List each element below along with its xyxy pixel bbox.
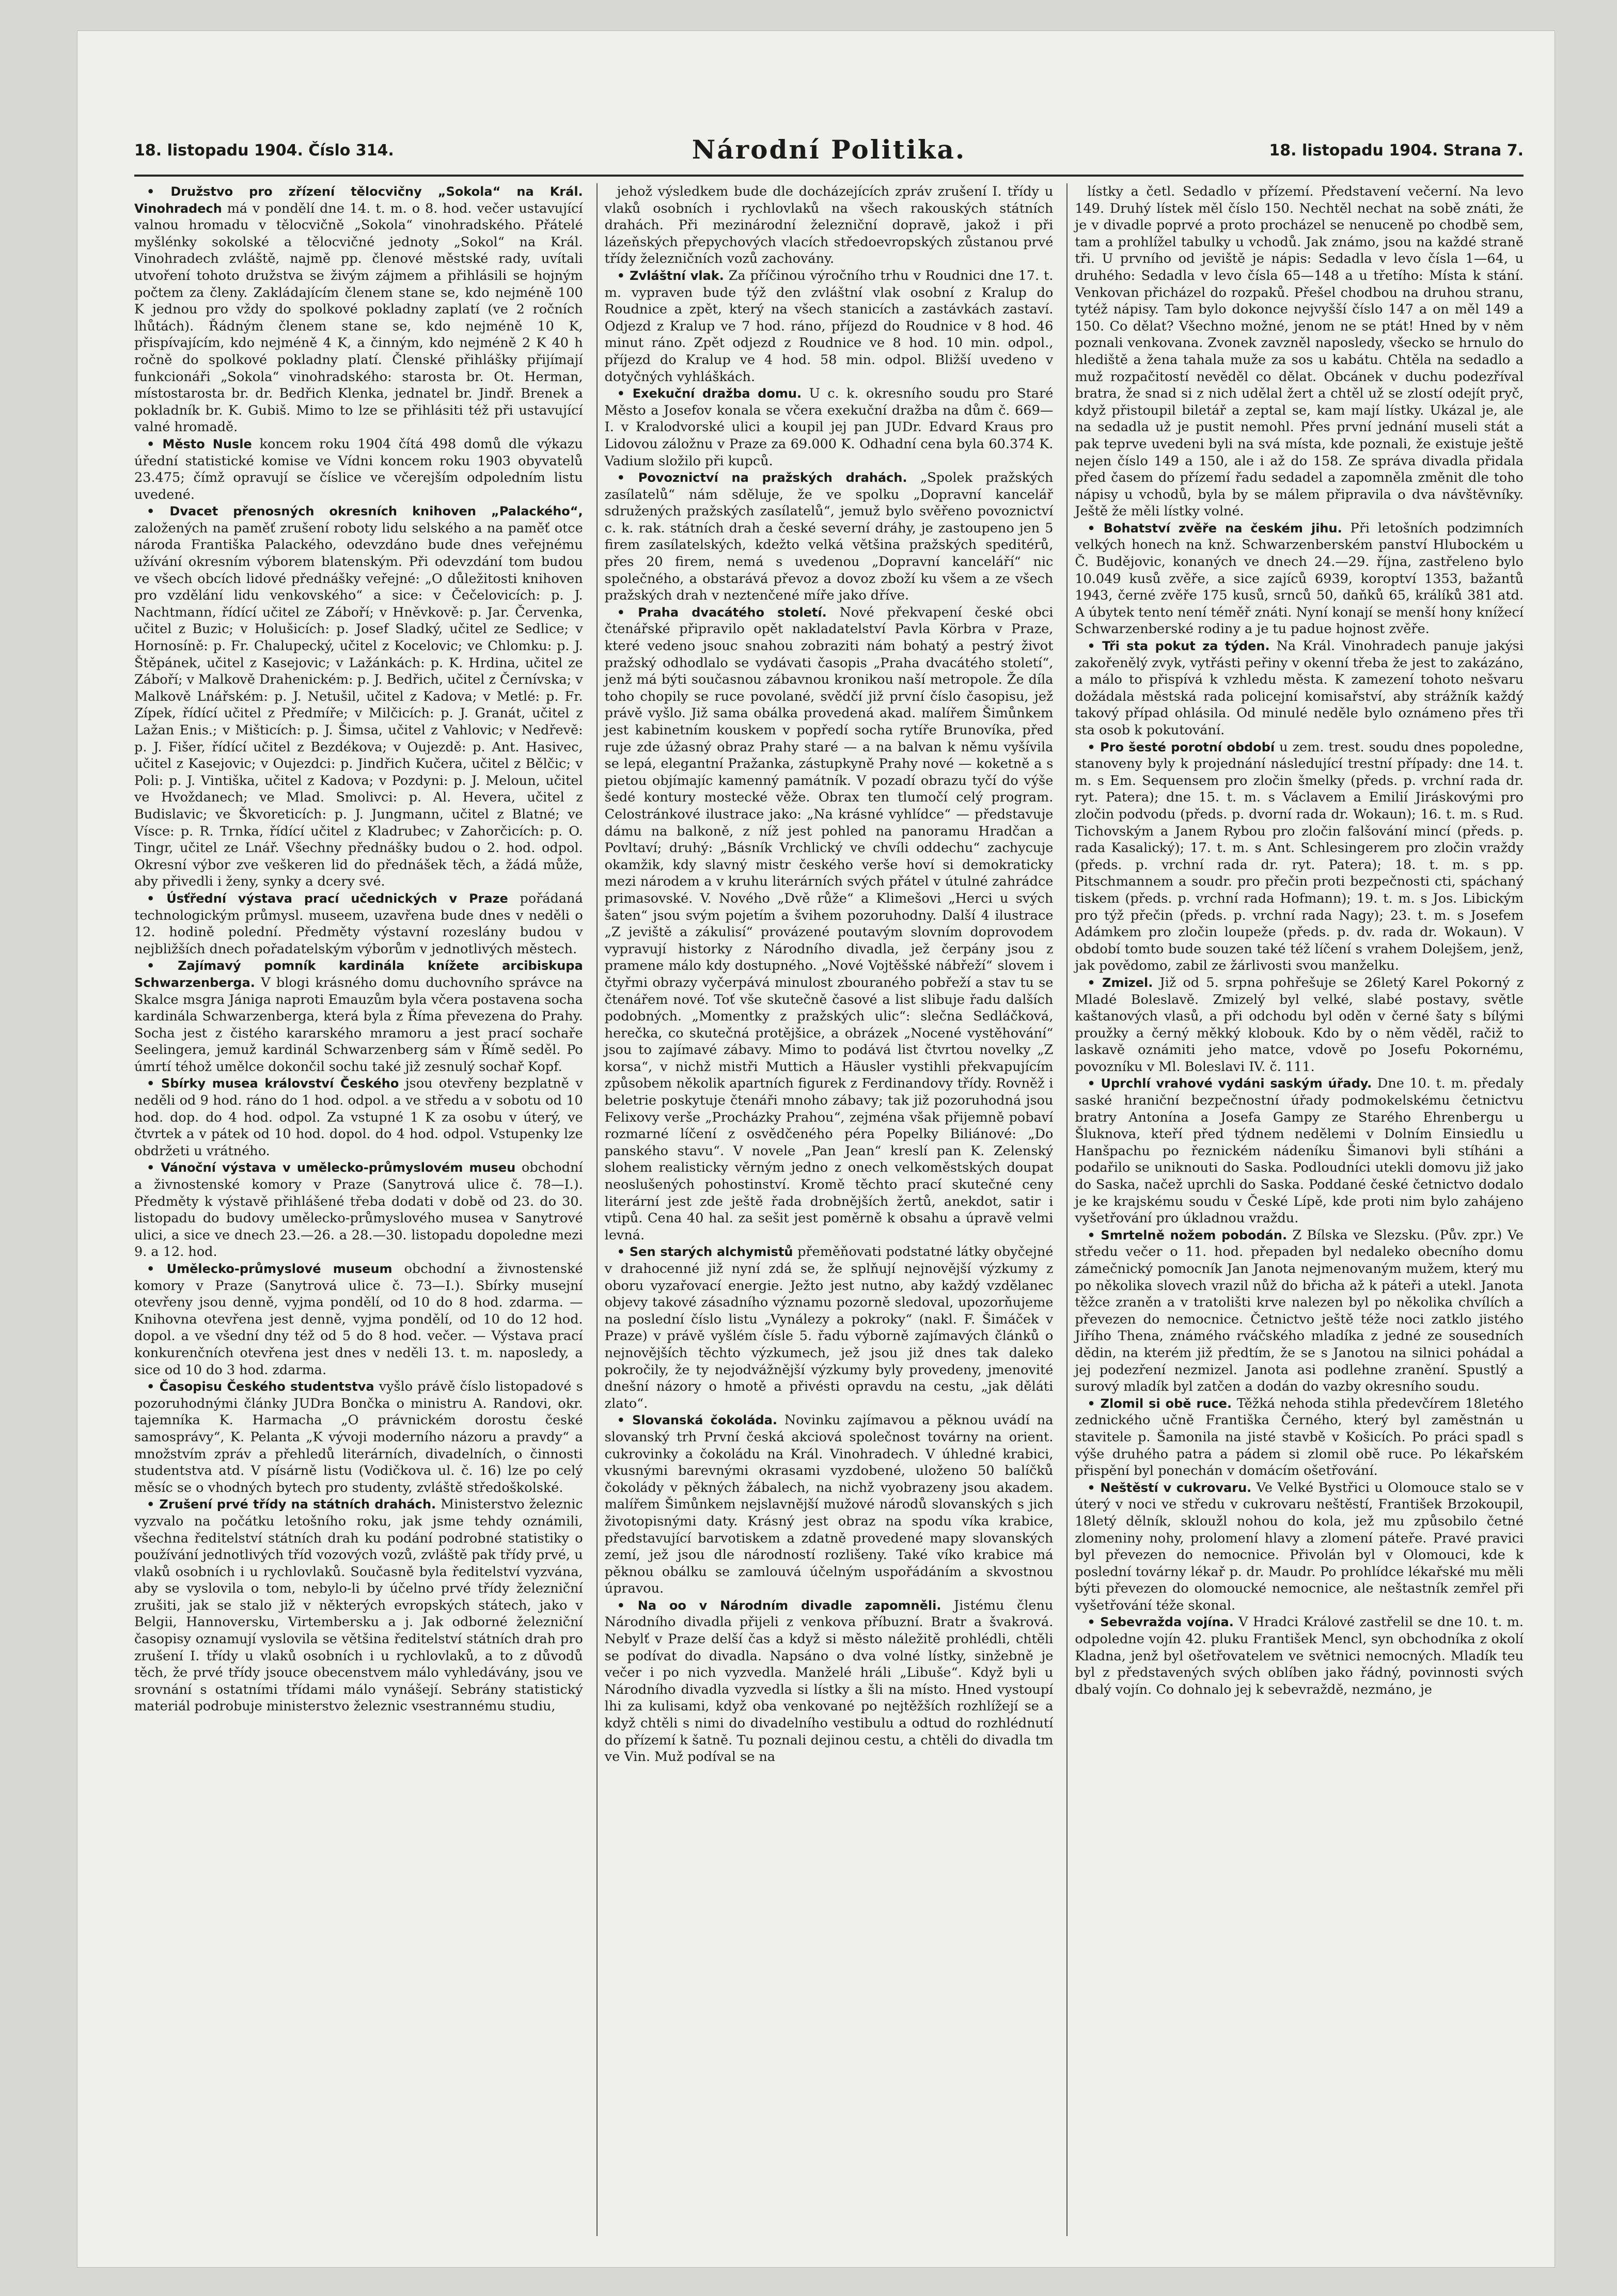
article-text: V blogi krásného domu duchovního správce na Skalce msgra Jániga naproti Emauzům byla včera postavena socha kardinála Schwarzenberga, která byla z Říma převezena do Prahy. Socha jest z čistého kararského mramoru a jest prací sochaře Seelingera, jemuž kardinál Schwarzenberg sám v Římě seděl. Po úmrtí téhož umělce dokončil sochu také již zesnulý sochař Kopf. bbox=[134, 974, 583, 1075]
article-paragraph bbox=[134, 957, 583, 1075]
article-headline: • Zajímavý pomník kardinála knížete arcibiskupa Schwarzenberga. bbox=[134, 958, 583, 990]
article-paragraph bbox=[1075, 974, 1524, 1076]
article-paragraph bbox=[1075, 1395, 1524, 1480]
article-headline: • Sebevražda vojína. bbox=[1087, 1615, 1234, 1630]
article-headline: • Exekuční dražba domu. bbox=[617, 386, 802, 401]
article-text: Jistému členu Národního divadla přijeli z venkova příbuzní. Bratr a švakrová. Nebylť v Praze delší čas a když si město náležitě prohlédli, chtěli se podívat do divadla. Napsáno o dva volné lístky, sinžebně je večer i po nich vyzvedla. Manželé hráli „Libuše“. Když byli u Národního divadla vyzvedla si lístky a šli na místo. Hned vystoupí lhi za kulisami, když oba venkované po nejtěžších rozhlížejí se a když chtěli s nimi do divadelního vestibulu a odtud do rozhlédnutí do přízemí k šatně. Tu poznali dejinou cestu, a chtěli do divadla tm ve Vin. Muž podíval se na bbox=[604, 1597, 1054, 1765]
article-text: Nové překvapení české obci čtenářské připravilo opět nakladatelství Pavla Körbra v Praze, které vedeno jsouc snahou zobraziti nám bohatý a pestrý život pražský odhodlalo se vydávati časopis „Praha dvacátého století“, jenž má býti současnou zábavnou kronikou naší metropole. Že díla toho chopily se ruce povolané, svědčí již první číslo časopisu, jež právě vyšlo. Již sama obálka provedená akad. malířem Šimůnkem jest kabinetním kouskem v popředí socha rytíře Brunovíka, před ruje zde úžasný obraz Prahy staré — a na balvan k němu vyšívila se lepá, elegantní Pražanka, zástupkyně Prahy nové — koketně a s pietou objímajíc kamenný památník. V pozadí obrazu tyčí do výše šedé kontury mostecké věže. Obrax ten tlumočí celý program. Celostránkové ilustrace jako: „Na krásné vyhlídce“ — představuje dámu na balkoně, z níž jest pohled na panoramu Hradčan a Povltaví; druhý: „Básník Vrchlický ve chvíli oddechu“ zachycuje okamžik, kdy slavný mistr českého verše hoví si demokraticky mezi národem a v kruhu literárních svých přátel v útulné zahrádce primasovské. V. Nového „Dvě růže“ a Klimešovi „Herci u svých šaten“ jsou svým pojetím a švihem pozoruhodny. Další 4 ilustrace „Z jeviště a zákulisí“ provázené poutavým slovním doprovodem vypravují historky z Národního divadla, jež čerpány jsou z pramene málo kdy dostupného. „Nové Vojtěšské nábřeží“ slovem i čtyřmi obrazy vyčerpává minulost zbouraného pobřeží a stav tu se čtenářem nové. Toť vše skutečně časové a list slibuje řadu dalších podobných. „Momentky z pražských ulic“: slečna Sedláčková, herečka, co skutečná protějšice, a obrázek „Nocené vystěhování“ jsou to zajímavé zábavy. Mimo to podává list čtvrtou novelky „Z korsa“, v nichž mistři Muttich a Häusler vystihli překvapujícím způsobem několik apartních figurek z Ferdinandovy třídy. Rovněž i beletrie poskytuje čtenáři mnoho zábavy; tak již pozoruhodná jsou Felixovy verše „Procházky Prahou“, zejména však přijemně pobaví rozmarné líčení z osvědčeného péra Popelky Biliánové: „Do panského stavu“. V novele „Pan Jean“ kreslí pan K. Zelenský slohem realisticky věrným jedno z onech velkoměstských doupat neoslušených pohostinství. Kromě těchto prací skutečné ceny literární jest zde ještě řada drobnějších žertů, anekdot, satir i vtipů. Cena 40 hal. za sešit jest poměrně k obsahu a úpravě velmi levná. bbox=[604, 604, 1054, 1243]
article-headline: • Praha dvacátého století. bbox=[617, 605, 827, 620]
article-text: pořádaná technologickým průmysl. museem, uzavřena bude dnes v neděli o 12. hodině polední. Předměty výstavní rozeslány budou v nejbližších dnech pořadatelským výborům v jednotlivých městech. bbox=[134, 890, 583, 957]
newspaper-page bbox=[77, 31, 1555, 2267]
article-text: koncem roku 1904 čítá 498 domů dle výkazu úřední statistické komise ve Vídni koncem roku 1903 obyvatelů 23.475; čímž opravují se číslice ve včerejším odpoledním listu uvedené. bbox=[134, 436, 583, 502]
article-headline: • Povoznictví na pražských drahách. bbox=[617, 470, 907, 485]
article-text: u zem. trest. soudu dnes popoledne, stanoveny byly k projednání následující trestní případy: dne 14. t. m. s Em. Sequensem pro zločin šmelky (předs. p. vrchní rada dr. ryt. Patera); dne 15. t. m. s Václavem a Emilií Jiráskovými pro zločin podvodu (předs. p. dvorní rada dr. Wokaun); 16. t. m. s Rud. Tichovským a Janem Rybou pro zločin falšování mincí (předs. p. rada Kasalický); 17. t. m. s Ant. Schlesingerem pro zločin vraždy (předs. p. vrchní rada dr. ryt. Patera); 18. t. m. s pp. Pitschmannem a soudr. pro přečin proti bezpečnosti cti, spáchaný tiskem (předs. p. vrchní rada Hofmann); 19. t. m. s Jos. Libickým pro týž přečin (předs. p. vrchní rada Nagy); 23. t. m. s Josefem Adámkem pro zločin loupeže (předs. p. dv. rada dr. Wokaun). V období tomto bude souzen také též líčení s vrahem Dolejšem, jenž, jak povědomo, zabil ze žárlivosti svou manželku. bbox=[1075, 739, 1524, 974]
header-date-page: 18. listopadu 1904. Strana 7. bbox=[1269, 141, 1524, 160]
article-paragraph bbox=[605, 183, 1054, 268]
article-headline: • Družstvo pro zřízení tělocvičny „Sokola“ na Král. Vinohradech bbox=[134, 184, 583, 216]
article-text: obchodní a živnostenské komory v Praze (Sanytrová ulice č. 73—I.). Sbírky musejní otevřeny jsou denně, vyjma pondělí, od 10 do 8 hod. zdarma. — Knihovna otevřena jest denně, vyjma pondělí, od 10 do 12 hod. dopol. a ve všední dny též od 5 do 8 hod. večer. — Výstava prací konkurenčních otevřena jest dnes v neděli 13. t. m. naposledy, a sice od 10 do 3 hod. zdarma. bbox=[134, 1261, 583, 1378]
article-headline: • Slovanská čokoláda. bbox=[617, 1413, 778, 1428]
column-2 bbox=[596, 183, 1054, 2236]
article-text: jehož výsledkem bude dle docházejících zpráv zrušení I. třídy u vlaků osobních i rychlovlaků na všech rakouských státních drahách. Při mezinárodní železniční dopravě, jakož i při lázeňských přepychových vlacích středoevropských zůstanou prvé třídy železničních vozů zachovány. bbox=[604, 184, 1054, 267]
article-paragraph bbox=[134, 436, 583, 503]
article-headline: • Zmizel. bbox=[1087, 975, 1153, 990]
article-text: jsou otevřeny bezplatně v neděli od 9 hod. ráno do 1 hod. odpol. a ve středu a v sobotu od 10 hod. dop. do 4 hod. odpol. Za vstupné 1 K za osobu v úterý, ve čtvrtek a v pátek od 10 hod. dopol. do 4 hod. odpol. Vstupenky lze obdržeti u vrátného. bbox=[134, 1076, 583, 1159]
article-headline: • Sen starých alchymistů bbox=[617, 1245, 793, 1260]
article-headline: • Město Nusle bbox=[147, 436, 252, 451]
article-paragraph bbox=[134, 1159, 583, 1261]
article-paragraph bbox=[605, 469, 1054, 604]
article-text: Ministerstvo železnic vyzvalo na počátku letošního roku, jak jsme tehdy oznámili, všechna ředitelství státních drah ku podání podrobné statistiky o používání jednotlivých tříd vozových vozů, zvláště pak třídy prvé, u vlaků osobních i u rychlovlaků. Současně byla ředitelství vyzvána, aby se vyslovila o tom, nebylo-li by účelno prvé třídy železniční zrušiti, jak se stalo již v některých evropských státech, jako v Belgii, Hannoversku, Virtembersku a j. Jak odborné železniční časopisy oznamují vyslovila se většina ředitelství státních drah pro zrušení I. třídy u vlaků osobních i u rychlovlaků, a to z důvodů těch, že prvé třídy jsouce obecenstvem málo vyhledávány, jsou ve srovnání s ostatními třídami málo vynášejí. Sebrány statistický materiál podrobuje ministerstvo železnic vsestrannému studiu, bbox=[134, 1497, 583, 1715]
column-3 bbox=[1066, 183, 1524, 2236]
article-text: obchodní a živnostenské komory v Praze (Sanytrová ulice č. 78—I.). Předměty k výstavě přihlášené třeba dodati v době od 23. do 30. listopadu do budovy umělecko-průmyslového musea v Sanytrové ulici, a sice ve dnech 23.—26. a 28.—30. listopadu dopoledne mezi 9. a 12. hod. bbox=[134, 1160, 583, 1260]
article-paragraph bbox=[1075, 739, 1524, 974]
article-paragraph bbox=[134, 1261, 583, 1378]
article-headline: • Tři sta pokut za týden. bbox=[1087, 639, 1270, 654]
article-paragraph bbox=[605, 268, 1054, 385]
page-header bbox=[134, 134, 1524, 170]
article-headline: • Zvláštní vlak. bbox=[617, 268, 724, 283]
article-paragraph bbox=[1075, 638, 1524, 739]
article-text: založených na paměť zrušení roboty lidu selského a na paměť otce národa Františka Palackého, odevzdáno bude dnes veřejnému užívání okresním výborem blatenským. Při odevzdání tom budou ve všech obcích lidové přednášky veřejné: „O důležitosti knihoven pro vzdělání lidu venkovského“ a sice: v Čečelovicích: p. J. Nachtmann, řídící učitel ze Záboří; v Hněvkově: p. Jar. Červenka, učitel z Buzic; v Holušicích: p. Josef Sladký, učitel ze Sedlice; v Hornosíně: p. Fr. Chalupecký, učitel z Kocelovic; ve Chlomku: p. J. Štěpánek, učitel z Kasejovic; v Lažánkách: p. K. Hrdina, učitel ze Záboří; v Malkově Drahenickém: p. J. Bedřich, učitel z Černívska; v Malkově Lnářském: p. J. Netušil, učitel z Kadova; v Metlé: p. Fr. Zípek, řídící učitel z Předmíře; v Milčicích: p. J. Granát, učitel z Lažan Enis.; v Mišticích: p. J. Šimsa, učitel z Vahlovic; v Nedřevě: p. J. Fišer, řídící učitel z Bezdékova; v Oujezdě: p. Ant. Hasivec, učitel z Kasejovic; v Oujezdci: p. Jindřich Kučera, učitel z Bělčic; v Poli: p. J. Vintiška, učitel z Kadova; v Pozdyni: p. J. Meloun, učitel ve Hvoždanech; ve Mlad. Smolivci: p. Al. Hevera, učitel z Budislavic; ve Škvoreticích: p. J. Jungmann, učitel z Blatné; ve Vísce: p. R. Trnka, řídící učitel z Kladrubec; v Zahorčicích: p. O. Tingr, učitel ze Lnář. Všechny přednášky budou o 2. hod. odpol. Okresní výbor zve veškeren lid do přednášek těch, a žádá může, aby přivedli i ženy, synky a dcery své. bbox=[134, 520, 583, 890]
article-text: Z Bílska ve Slezsku. (Pův. zpr.) Ve středu večer o 11. hod. přepaden byl nedaleko obecního domu zámečnický pomocník Jan Janota nejmenovaným mužem, který mu po několika slovech vrazil nůž do břicha až k páteři a utekl. Janota těžce zraněn a v tratolišti krve nalezen byl po několika chvílích a převezen do nemocnice. Četnictvo ještě téže noci zatklo jistého Jiřího Thena, známého rváčského mladíka z jedné ze sousedních dědin, na kterém již předtím, že se s Janotou na silnici pohádal a jej podezření nezmizel. Janota asi podlehne zranění. Spustlý a surový mladík byl zatčen a dodán do vazby okresního soudu. bbox=[1075, 1227, 1524, 1395]
article-text: přeměňovati podstatné látky obyčejné v drahocenné již nyní zdá se, že splňují nejnovější výzkumy z oboru vyzařovací energie. Ježto jest nutno, aby každý vzdělanec objevy takové zásadního významu pozorně sledoval, upozorňujeme na poslední číslo listu „Vynálezy a pokroky“ (nakl. F. Šimáček v Praze) v právě vyšlém čísle 5. řadu výborně zajímavých článků o nejnovějších těchto výzkumech, jež jsou již dnes tak daleko pokročily, že ty nejodvážnější výzkumy byly provedeny, jmenovité dnešní názory o hmotě a přivésti opravdu na cestu, „jak děláti zlato“. bbox=[604, 1244, 1054, 1411]
columns bbox=[134, 183, 1524, 2236]
article-headline: • Pro šesté porotní období bbox=[1087, 740, 1275, 754]
article-headline: • Bohatství zvěře na českém jihu. bbox=[1087, 521, 1342, 536]
article-headline: • Zlomil si obě ruce. bbox=[1087, 1396, 1232, 1411]
article-headline: • Sbírky musea království Českého bbox=[147, 1076, 399, 1091]
article-paragraph bbox=[134, 1378, 583, 1496]
article-paragraph bbox=[605, 604, 1054, 1244]
article-headline: • Vánoční výstava v umělecko-průmyslovém museu bbox=[147, 1160, 516, 1175]
article-text: Za příčinou výročního trhu v Roudnici dne 17. t. m. vypraven bude týž den zvláštní vlak osobní z Kralup do Roudnice a zpět, který na všech stanicích a zastávkách zastaví. Odjezd z Kralup ve 7 hod. ráno, příjezd do Roudnice v 8 hod. 46 minut ráno. Zpět odjezd z Roudnice ve 8 hod. 10 min. odpol., příjezd do Kralup ve 4 hod. 58 min. odpol. Bližší uvedeno v dotyčných vyhláškách. bbox=[604, 268, 1054, 385]
article-headline: • Dvacet přenosných okresních knihoven „Palackého“, bbox=[147, 504, 583, 519]
article-paragraph bbox=[1075, 1075, 1524, 1226]
article-headline: • Uprchlí vrahové vydáni saským úřady. bbox=[1087, 1076, 1372, 1091]
article-text: vyšlo právě číslo listopadové s pozoruhodnými články JUDra Bončka o ministru A. Randovi, okr. tajemníka K. Harmacha „O právnickém dorostu české samosprávy“, K. Pelanta „K vývoji moderního názoru a pravdy“ a množstvím zpráv a přehledů literárních, divadelních, o činnosti studentstva atd. V písárně listu (Vodičkova ul. č. 16) lze po celý měsíc se o vhodných bytech pro studenty, zvláště středoškolské. bbox=[134, 1379, 583, 1496]
article-paragraph bbox=[605, 1597, 1054, 1766]
article-text: V Hradci Králové zastřelil se dne 10. t. m. odpoledne vojín 42. pluku František Mencl, syn obchodníka z okolí Kladna, jenž byl ošetřovatelem ve světnici nemocných. Mladík teu byl z představených svých oblíben jako řádný, povinnosti svých dbalý vojín. Co dohnalo jej k sebevraždě, nezmáno, je bbox=[1075, 1614, 1524, 1697]
article-text: Již od 5. srpna pohřešuje se 26letý Karel Pokorný z Mladé Boleslavě. Zmizelý byl velké, slabé postavy, světle kaštanových vlasů, a při odchodu byl oděn v černé šaty s bílými proužky a černý měkký klobouk. Kdo by o něm věděl, račiž to laskavě oznámiti jeho matce, vdově po Josefu Pokornému, povozníku v Ml. Boleslavi IV. č. 111. bbox=[1075, 974, 1524, 1075]
article-headline: • Smrtelně nožem pobodán. bbox=[1087, 1228, 1288, 1243]
article-paragraph bbox=[134, 503, 583, 890]
article-text: U c. k. okresního soudu pro Staré Město a Josefov konala se včera exekuční dražba na dům č. 669—I. v Kralodvorské ulici a koupil jej pan JUDr. Edvard Kraus pro Lidovou záložnu v Praze za 69.000 K. Odhadní cena byla 60.374 K. Vadium složilo při kupců. bbox=[604, 386, 1054, 469]
article-text: Ve Velké Bystřici u Olomouce stalo se v úterý v noci ve středu v cukrovaru neštěstí, František Brzokoupil, 18letý dělník, skloužl nohou do kola, jež mu způsobilo četné zlomeniny nohy, prolomení hlavy a zlomení páteře. Pravé pravici byl převezen do nemocnice. Přivolán byl v Olomouci, kde k poslední továrny lékař p. dr. Maudr. Po prohlídce lékařské mu měli býti převezen do olomoucké nemocnice, ale neštastník zemřel při vyšetřování téže skonal. bbox=[1075, 1480, 1524, 1613]
article-text: Při letošních podzimních velkých honech na knž. Schwarzenberském panství Hlubockém u Č. Budějovic, konaných ve dnech 24.—29. října, zastřeleno bylo 10.049 kusů zvěře, a sice zajíců 6939, koroptví 1353, bažantů 1943, černé zvěře 175 kusů, srnců 50, daňků 65, králíků 381 atd. A úbytek tento není téměř znáti. Nyní konají se menší hony knížecí Schwarzenberské rodiny a je tu padue hojnost zvěře. bbox=[1075, 520, 1524, 637]
article-paragraph bbox=[134, 1496, 583, 1715]
article-paragraph bbox=[605, 1412, 1054, 1597]
article-paragraph bbox=[605, 385, 1054, 469]
article-headline: • Časopisu Českého studentstva bbox=[147, 1379, 374, 1394]
article-text: lístky a četl. Sedadlo v přízemí. Představení večerní. Na levo 149. Druhý lístek měl číslo 150. Nechtěl nechat na sobě znáti, že je v divadle poprvé a proto procházel se nenuceně po chodbě sem, tam a prohlížel tabulky u vchodů. Jak známo, jsou na každé straně tři. U prvního od jeviště je nápis: Sedadla v levo čísla 1—64, u druhého: Sedadla v levo čísla 65—148 a u třetího: Místa k stání. Venkovan přicházel do rozpaků. Přešel chodbou na druhou stranu, tytéž nápisy. Tam bylo dokonce nejvyšší číslo 147 a on měl 149 a 150. Co dělat? Všechno možné, jenom ne se ptát! Hned by v něm poznali venkovana. Zvonek zavzněl naposledy, všecko se hrnulo do hlediště a žena tahala muže za sos u kabátu. Chtěla na sedadlo a muž rozpačitostí nevěděl co dělat. Obcánek v duchu podezříval bratra, že snad si z nich udělal žert a chtěl už se zlostí odejít pryč, když přistoupil biletář a zeptal se, kam mají lístky. Ukázal je, ale na sedadla už je pustit nemohl. Přes první jednání museli stát a pak teprve uvedeni byli na svá místa, kde poznali, že existuje ještě nejen číslo 149 a 150, ale i až do 158. Ze správa divadla přidala před časem do přízemí řadu sedadel a zapomněla změnit dle toho nápisy u vchodů, byla by se málem připravila o dva návštěvníky. Ještě že měli lístky volné. bbox=[1075, 184, 1524, 520]
article-paragraph bbox=[134, 183, 583, 436]
masthead: Národní Politika. bbox=[692, 134, 966, 165]
article-headline: • Zrušení prvé třídy na státních drahách. bbox=[147, 1497, 436, 1512]
header-rule bbox=[134, 175, 1524, 177]
article-paragraph bbox=[134, 890, 583, 957]
article-headline: • Neštěstí v cukrovaru. bbox=[1087, 1480, 1252, 1495]
article-paragraph bbox=[1075, 1227, 1524, 1395]
article-paragraph bbox=[134, 1075, 583, 1159]
article-text: Novinku zajímavou a pěknou uvádí na slovanský trh První česká akciová společnost továrny na orient. cukrovinky a čokoládu na Král. Vinohradech. V úhledné krabici, vkusnými barevnými okrasami vyzdobené, uloženo 50 balíčků čokolády v pěkných žábalech, na nichž vyobrazeny jsou akadem. malířem Šimůnkem nejslavnější mužové národů slovanských s jich životopisnými daty. Krásný jest obraz na spodu víka krabice, představující barvotiskem a zdatně provedené mapy slovanských zemí, jež jsou dle národností rozlišeny. Také víko krabice má pěknou obálku se zamlouvá účelným uspořádáním a skvostnou úpravou. bbox=[604, 1412, 1054, 1597]
article-text: Na Král. Vinohradech panuje jakýsi zakořenělý zvyk, vytřásti peřiny v okenní třeba že jest to zakázáno, a málo to přispívá k vzhledu města. K zamezení tohoto nešvaru dožádala městská rada policejní komisařství, aby strážník každý takový případ ohlásila. Od minulé neděle bylo oznámeno přes tři sta osob k pokutování. bbox=[1075, 638, 1524, 738]
article-headline: • Úsťřední výstava prací učednických v Praze bbox=[147, 891, 508, 906]
article-text: Dne 10. t. m. předaly saské hraniční bezpečnostní úřady podmokelskému četnictvu bratry Antonína a Josefa Gampy ze Starého Ehrenbergu u Šluknova, kteří před týdnem nedělemi v Dolním Einsiedlu u Hanšpachu po řeznickém nádeníku Šimanovi byli stíháni a podařilo se uniknouti do Saska. Podloudníci utekli domovu již jako do Saska, načež uprchli do Saska. Poddané české četnictvo dodalo je ke krajskému soudu v České Lípě, kde proti nim bylo zahájeno vyšetřování pro úkladnou vraždu. bbox=[1075, 1076, 1524, 1226]
column-1 bbox=[134, 183, 583, 2236]
article-text: „Spolek pražských zasílatelů“ nám sděluje, že ve spolku „Dopravní kancelář sdružených pražských zasílatelů“, jemuž bylo svěřeno povoznictví c. k. rak. státních drah a české severní dráhy, je zastoupeno jen 5 firem zasílatelských, kdežto velká většina pražských speditérů, přes 20 firem, nemá s uvedenou „Dopravní kanceláří“ nic společného, a obstarává převoz a dovoz zboží ku všem a ze všech pražských drah v neztenčené míře jako dříve. bbox=[604, 470, 1054, 604]
article-paragraph bbox=[605, 1244, 1054, 1412]
article-paragraph bbox=[1075, 1480, 1524, 1614]
article-paragraph bbox=[1075, 1614, 1524, 1698]
header-date-issue: 18. listopadu 1904. Číslo 314. bbox=[134, 141, 394, 160]
article-headline: • Na oo v Národním divadle zapomněli. bbox=[617, 1598, 941, 1613]
article-text: má v pondělí dne 14. t. m. o 8. hod. večer ustavující valnou hromadu v tělocvičně „Sokola“ vinohradského. Přátelé myšlénky sokolské a tělocvičné jednoty „Sokol“ na Král. Vinohradech zvláště, najmě pp. členové městské rady, uvítali utvoření tohoto družstva se živým zájmem a přihlásili se hojným počtem za členy. Zakládajícím členem stane se, kdo nejméně 100 K jednou pro vždy do spolkové pokladny zaplatí (ve 2 ročních lhůtách). Řádným členem stane se, kdo nejméně 10 K, přispívajícím, kdo nejméně 4 K, a činným, kdo nejméně 2 K 40 h ročně do spolkové pokladny platí. Členské přihlášky přijímají funkcionáři „Sokola“ vinohradského: starosta br. Ot. Herman, místostarosta br. dr. Bedřich Klenka, jednatel br. Jindř. Brenek a pokladník br. K. Gubiš. Mimo to lze se přihlásiti též při ustavující valné hromadě. bbox=[134, 200, 583, 435]
article-text: Těžká nehoda stihla předevčírem 18letého zednického učně Františka Černého, který byl zaměstnán u stavitele p. Šamonila na jisté stavbě v Košicích. Po práci spadl s výše druhého patra a pádem si zlomil obě ruce. Po lékařském přispění byl ponechán v domácím ošetřování. bbox=[1075, 1395, 1524, 1479]
article-paragraph bbox=[1075, 520, 1524, 638]
article-paragraph bbox=[1075, 183, 1524, 520]
article-headline: • Umělecko-průmyslové museum bbox=[147, 1262, 393, 1276]
